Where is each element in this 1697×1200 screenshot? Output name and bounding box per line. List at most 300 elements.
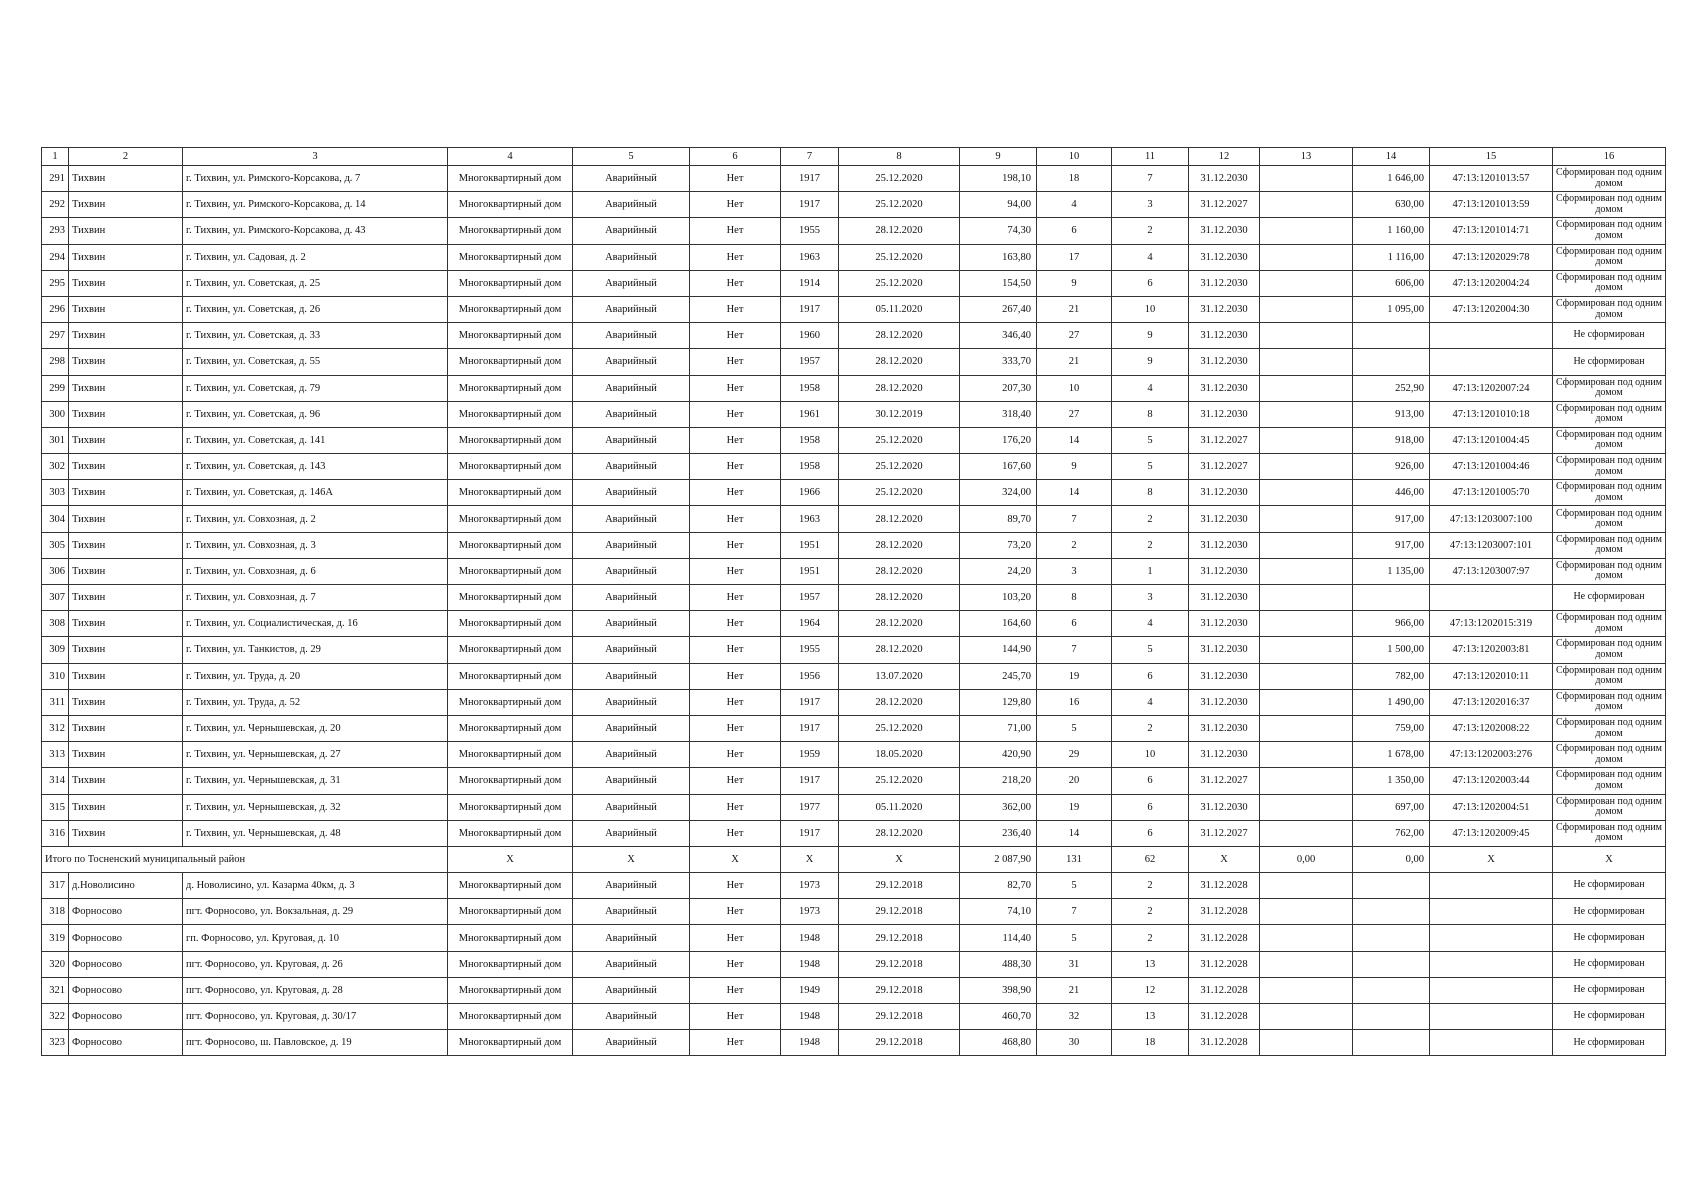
col11-cell: 1 bbox=[1112, 558, 1189, 584]
table-row bbox=[42, 427, 1666, 453]
cadastral-number-cell: 47:13:1201004:46 bbox=[1430, 454, 1553, 480]
housing-table bbox=[41, 147, 1666, 1056]
col13-cell bbox=[1260, 663, 1353, 689]
table-row bbox=[42, 794, 1666, 820]
table-row bbox=[42, 715, 1666, 741]
row-number-cell: 305 bbox=[42, 532, 69, 558]
area-cell: 324,00 bbox=[960, 480, 1037, 506]
col11-cell: 2 bbox=[1112, 218, 1189, 244]
locality-cell: Тихвин bbox=[69, 663, 183, 689]
col10-cell: 30 bbox=[1037, 1030, 1112, 1056]
condition-cell: Аварийный bbox=[573, 296, 690, 322]
col6-cell: Нет bbox=[690, 1030, 781, 1056]
area-cell: 236,40 bbox=[960, 820, 1037, 846]
table-row bbox=[42, 1004, 1666, 1030]
area-cell: 460,70 bbox=[960, 1004, 1037, 1030]
condition-cell: Аварийный bbox=[573, 585, 690, 611]
cadastral-number-cell: 47:13:1201013:57 bbox=[1430, 166, 1553, 192]
col13-cell bbox=[1260, 951, 1353, 977]
address-cell: г. Тихвин, ул. Римского-Корсакова, д. 7 bbox=[183, 166, 448, 192]
table-row bbox=[42, 1030, 1666, 1056]
year-cell: 1957 bbox=[781, 349, 839, 375]
locality-cell: Форносово bbox=[69, 951, 183, 977]
address-cell: г. Тихвин, ул. Советская, д. 141 bbox=[183, 427, 448, 453]
date-cell: 25.12.2020 bbox=[839, 715, 960, 741]
total-cell: X bbox=[1430, 846, 1553, 872]
year-cell: 1977 bbox=[781, 794, 839, 820]
condition-cell: Аварийный bbox=[573, 401, 690, 427]
year-cell: 1917 bbox=[781, 715, 839, 741]
building-type-cell: Многоквартирный дом bbox=[448, 715, 573, 741]
row-number-cell: 320 bbox=[42, 951, 69, 977]
col11-cell: 5 bbox=[1112, 427, 1189, 453]
table-row bbox=[42, 873, 1666, 899]
year-cell: 1917 bbox=[781, 820, 839, 846]
land-area-cell: 1 646,00 bbox=[1353, 166, 1430, 192]
building-type-cell: Многоквартирный дом bbox=[448, 166, 573, 192]
land-area-cell: 1 160,00 bbox=[1353, 218, 1430, 244]
year-cell: 1948 bbox=[781, 951, 839, 977]
building-type-cell: Многоквартирный дом bbox=[448, 663, 573, 689]
land-status-cell: Сформирован под одним домом bbox=[1553, 558, 1666, 584]
row-number-cell: 307 bbox=[42, 585, 69, 611]
table-row bbox=[42, 401, 1666, 427]
area-cell: 114,40 bbox=[960, 925, 1037, 951]
cadastral-number-cell: 47:13:1203007:101 bbox=[1430, 532, 1553, 558]
col10-cell: 18 bbox=[1037, 166, 1112, 192]
row-number-cell: 319 bbox=[42, 925, 69, 951]
header-cell: 4 bbox=[448, 148, 573, 166]
year-cell: 1960 bbox=[781, 323, 839, 349]
date-cell: 29.12.2018 bbox=[839, 925, 960, 951]
land-area-cell: 762,00 bbox=[1353, 820, 1430, 846]
condition-cell: Аварийный bbox=[573, 218, 690, 244]
col6-cell: Нет bbox=[690, 585, 781, 611]
land-status-cell: Сформирован под одним домом bbox=[1553, 270, 1666, 296]
deadline-cell: 31.12.2030 bbox=[1189, 689, 1260, 715]
year-cell: 1948 bbox=[781, 1004, 839, 1030]
date-cell: 28.12.2020 bbox=[839, 689, 960, 715]
locality-cell: Тихвин bbox=[69, 244, 183, 270]
date-cell: 25.12.2020 bbox=[839, 480, 960, 506]
row-number-cell: 316 bbox=[42, 820, 69, 846]
date-cell: 28.12.2020 bbox=[839, 585, 960, 611]
col6-cell: Нет bbox=[690, 192, 781, 218]
land-area-cell bbox=[1353, 349, 1430, 375]
col13-cell bbox=[1260, 689, 1353, 715]
col10-cell: 19 bbox=[1037, 794, 1112, 820]
locality-cell: Тихвин bbox=[69, 585, 183, 611]
address-cell: г. Тихвин, ул. Римского-Корсакова, д. 14 bbox=[183, 192, 448, 218]
col13-cell bbox=[1260, 637, 1353, 663]
col11-cell: 6 bbox=[1112, 820, 1189, 846]
area-cell: 163,80 bbox=[960, 244, 1037, 270]
area-cell: 74,30 bbox=[960, 218, 1037, 244]
area-cell: 346,40 bbox=[960, 323, 1037, 349]
date-cell: 29.12.2018 bbox=[839, 1004, 960, 1030]
col13-cell bbox=[1260, 427, 1353, 453]
table-row bbox=[42, 323, 1666, 349]
col13-cell bbox=[1260, 1004, 1353, 1030]
col10-cell: 21 bbox=[1037, 977, 1112, 1003]
year-cell: 1914 bbox=[781, 270, 839, 296]
land-area-cell bbox=[1353, 977, 1430, 1003]
deadline-cell: 31.12.2028 bbox=[1189, 873, 1260, 899]
col10-cell: 27 bbox=[1037, 401, 1112, 427]
land-area-cell: 918,00 bbox=[1353, 427, 1430, 453]
col10-cell: 32 bbox=[1037, 1004, 1112, 1030]
table-row bbox=[42, 977, 1666, 1003]
locality-cell: Форносово bbox=[69, 899, 183, 925]
col13-cell bbox=[1260, 715, 1353, 741]
year-cell: 1957 bbox=[781, 585, 839, 611]
cadastral-number-cell: 47:13:1202029:78 bbox=[1430, 244, 1553, 270]
col13-cell bbox=[1260, 296, 1353, 322]
col13-cell bbox=[1260, 1030, 1353, 1056]
table-row bbox=[42, 270, 1666, 296]
col13-cell bbox=[1260, 794, 1353, 820]
building-type-cell: Многоквартирный дом bbox=[448, 427, 573, 453]
col11-cell: 8 bbox=[1112, 401, 1189, 427]
building-type-cell: Многоквартирный дом bbox=[448, 349, 573, 375]
row-number-cell: 311 bbox=[42, 689, 69, 715]
cadastral-number-cell: 47:13:1202010:11 bbox=[1430, 663, 1553, 689]
land-area-cell bbox=[1353, 951, 1430, 977]
area-cell: 71,00 bbox=[960, 715, 1037, 741]
col11-cell: 10 bbox=[1112, 742, 1189, 768]
area-cell: 129,80 bbox=[960, 689, 1037, 715]
land-status-cell: Не сформирован bbox=[1553, 977, 1666, 1003]
header-cell: 12 bbox=[1189, 148, 1260, 166]
header-cell: 2 bbox=[69, 148, 183, 166]
table-row bbox=[42, 375, 1666, 401]
col13-cell bbox=[1260, 375, 1353, 401]
date-cell: 05.11.2020 bbox=[839, 296, 960, 322]
col6-cell: Нет bbox=[690, 977, 781, 1003]
address-cell: г. Тихвин, ул. Труда, д. 52 bbox=[183, 689, 448, 715]
col6-cell: Нет bbox=[690, 742, 781, 768]
cadastral-number-cell: 47:13:1203007:97 bbox=[1430, 558, 1553, 584]
building-type-cell: Многоквартирный дом bbox=[448, 218, 573, 244]
col6-cell: Нет bbox=[690, 296, 781, 322]
table-row bbox=[42, 532, 1666, 558]
land-area-cell bbox=[1353, 323, 1430, 349]
col6-cell: Нет bbox=[690, 663, 781, 689]
land-area-cell: 782,00 bbox=[1353, 663, 1430, 689]
building-type-cell: Многоквартирный дом bbox=[448, 401, 573, 427]
cadastral-number-cell bbox=[1430, 1004, 1553, 1030]
land-status-cell: Не сформирован bbox=[1553, 925, 1666, 951]
building-type-cell: Многоквартирный дом bbox=[448, 296, 573, 322]
header-cell: 8 bbox=[839, 148, 960, 166]
address-cell: пгт. Форносово, ул. Круговая, д. 28 bbox=[183, 977, 448, 1003]
deadline-cell: 31.12.2030 bbox=[1189, 166, 1260, 192]
locality-cell: Тихвин bbox=[69, 611, 183, 637]
cadastral-number-cell: 47:13:1202015:319 bbox=[1430, 611, 1553, 637]
col13-cell bbox=[1260, 270, 1353, 296]
col6-cell: Нет bbox=[690, 480, 781, 506]
year-cell: 1958 bbox=[781, 427, 839, 453]
col13-cell bbox=[1260, 218, 1353, 244]
table-row bbox=[42, 689, 1666, 715]
year-cell: 1963 bbox=[781, 506, 839, 532]
col10-cell: 9 bbox=[1037, 454, 1112, 480]
row-number-cell: 297 bbox=[42, 323, 69, 349]
building-type-cell: Многоквартирный дом bbox=[448, 742, 573, 768]
total-cell: X bbox=[1553, 846, 1666, 872]
locality-cell: Тихвин bbox=[69, 270, 183, 296]
area-cell: 94,00 bbox=[960, 192, 1037, 218]
address-cell: гп. Форносово, ул. Круговая, д. 10 bbox=[183, 925, 448, 951]
condition-cell: Аварийный bbox=[573, 951, 690, 977]
table-row bbox=[42, 218, 1666, 244]
col10-cell: 14 bbox=[1037, 427, 1112, 453]
row-number-cell: 313 bbox=[42, 742, 69, 768]
locality-cell: Тихвин bbox=[69, 532, 183, 558]
building-type-cell: Многоквартирный дом bbox=[448, 558, 573, 584]
cadastral-number-cell: 47:13:1201014:71 bbox=[1430, 218, 1553, 244]
area-cell: 398,90 bbox=[960, 977, 1037, 1003]
year-cell: 1917 bbox=[781, 166, 839, 192]
address-cell: г. Тихвин, ул. Чернышевская, д. 31 bbox=[183, 768, 448, 794]
col6-cell: Нет bbox=[690, 715, 781, 741]
year-cell: 1917 bbox=[781, 296, 839, 322]
year-cell: 1951 bbox=[781, 558, 839, 584]
col6-cell: Нет bbox=[690, 925, 781, 951]
year-cell: 1966 bbox=[781, 480, 839, 506]
date-cell: 29.12.2018 bbox=[839, 873, 960, 899]
col11-cell: 4 bbox=[1112, 375, 1189, 401]
col10-cell: 21 bbox=[1037, 349, 1112, 375]
building-type-cell: Многоквартирный дом bbox=[448, 951, 573, 977]
col13-cell bbox=[1260, 873, 1353, 899]
land-status-cell: Не сформирован bbox=[1553, 899, 1666, 925]
land-area-cell bbox=[1353, 925, 1430, 951]
land-area-cell: 1 500,00 bbox=[1353, 637, 1430, 663]
date-cell: 13.07.2020 bbox=[839, 663, 960, 689]
col10-cell: 14 bbox=[1037, 480, 1112, 506]
date-cell: 28.12.2020 bbox=[839, 532, 960, 558]
cadastral-number-cell: 47:13:1202004:24 bbox=[1430, 270, 1553, 296]
area-cell: 267,40 bbox=[960, 296, 1037, 322]
land-area-cell: 252,90 bbox=[1353, 375, 1430, 401]
condition-cell: Аварийный bbox=[573, 663, 690, 689]
locality-cell: Тихвин bbox=[69, 768, 183, 794]
building-type-cell: Многоквартирный дом bbox=[448, 1030, 573, 1056]
locality-cell: д.Новолисино bbox=[69, 873, 183, 899]
deadline-cell: 31.12.2030 bbox=[1189, 794, 1260, 820]
land-area-cell: 630,00 bbox=[1353, 192, 1430, 218]
col10-cell: 17 bbox=[1037, 244, 1112, 270]
deadline-cell: 31.12.2030 bbox=[1189, 611, 1260, 637]
deadline-cell: 31.12.2028 bbox=[1189, 1030, 1260, 1056]
row-number-cell: 318 bbox=[42, 899, 69, 925]
col11-cell: 8 bbox=[1112, 480, 1189, 506]
header-row bbox=[42, 148, 1666, 166]
col6-cell: Нет bbox=[690, 611, 781, 637]
land-status-cell: Сформирован под одним домом bbox=[1553, 244, 1666, 270]
land-area-cell: 1 678,00 bbox=[1353, 742, 1430, 768]
col10-cell: 9 bbox=[1037, 270, 1112, 296]
col10-cell: 7 bbox=[1037, 637, 1112, 663]
date-cell: 28.12.2020 bbox=[839, 611, 960, 637]
date-cell: 28.12.2020 bbox=[839, 218, 960, 244]
land-area-cell: 917,00 bbox=[1353, 532, 1430, 558]
locality-cell: Тихвин bbox=[69, 427, 183, 453]
col6-cell: Нет bbox=[690, 899, 781, 925]
table-row bbox=[42, 349, 1666, 375]
address-cell: г. Тихвин, ул. Советская, д. 55 bbox=[183, 349, 448, 375]
date-cell: 25.12.2020 bbox=[839, 768, 960, 794]
row-number-cell: 323 bbox=[42, 1030, 69, 1056]
address-cell: г. Тихвин, ул. Чернышевская, д. 27 bbox=[183, 742, 448, 768]
col13-cell bbox=[1260, 611, 1353, 637]
building-type-cell: Многоквартирный дом bbox=[448, 270, 573, 296]
address-cell: г. Тихвин, ул. Садовая, д. 2 bbox=[183, 244, 448, 270]
col11-cell: 18 bbox=[1112, 1030, 1189, 1056]
row-number-cell: 309 bbox=[42, 637, 69, 663]
total-cell: 62 bbox=[1112, 846, 1189, 872]
col11-cell: 9 bbox=[1112, 323, 1189, 349]
cadastral-number-cell: 47:13:1202008:22 bbox=[1430, 715, 1553, 741]
deadline-cell: 31.12.2030 bbox=[1189, 244, 1260, 270]
locality-cell: Тихвин bbox=[69, 296, 183, 322]
deadline-cell: 31.12.2027 bbox=[1189, 768, 1260, 794]
building-type-cell: Многоквартирный дом bbox=[448, 637, 573, 663]
deadline-cell: 31.12.2030 bbox=[1189, 480, 1260, 506]
year-cell: 1955 bbox=[781, 218, 839, 244]
year-cell: 1973 bbox=[781, 899, 839, 925]
col11-cell: 6 bbox=[1112, 768, 1189, 794]
deadline-cell: 31.12.2030 bbox=[1189, 401, 1260, 427]
table-row bbox=[42, 192, 1666, 218]
building-type-cell: Многоквартирный дом bbox=[448, 977, 573, 1003]
building-type-cell: Многоквартирный дом bbox=[448, 323, 573, 349]
col11-cell: 5 bbox=[1112, 637, 1189, 663]
date-cell: 25.12.2020 bbox=[839, 244, 960, 270]
table-row bbox=[42, 637, 1666, 663]
land-status-cell: Сформирован под одним домом bbox=[1553, 218, 1666, 244]
address-cell: пгт. Форносово, ул. Вокзальная, д. 29 bbox=[183, 899, 448, 925]
col10-cell: 19 bbox=[1037, 663, 1112, 689]
locality-cell: Тихвин bbox=[69, 375, 183, 401]
building-type-cell: Многоквартирный дом bbox=[448, 873, 573, 899]
land-area-cell: 446,00 bbox=[1353, 480, 1430, 506]
locality-cell: Тихвин bbox=[69, 742, 183, 768]
address-cell: г. Тихвин, ул. Советская, д. 146А bbox=[183, 480, 448, 506]
locality-cell: Тихвин bbox=[69, 480, 183, 506]
condition-cell: Аварийный bbox=[573, 349, 690, 375]
header-cell: 9 bbox=[960, 148, 1037, 166]
col6-cell: Нет bbox=[690, 506, 781, 532]
land-status-cell: Сформирован под одним домом bbox=[1553, 715, 1666, 741]
year-cell: 1964 bbox=[781, 611, 839, 637]
building-type-cell: Многоквартирный дом bbox=[448, 820, 573, 846]
row-number-cell: 292 bbox=[42, 192, 69, 218]
col13-cell bbox=[1260, 454, 1353, 480]
col6-cell: Нет bbox=[690, 689, 781, 715]
table-row bbox=[42, 611, 1666, 637]
locality-cell: Тихвин bbox=[69, 166, 183, 192]
date-cell: 25.12.2020 bbox=[839, 427, 960, 453]
land-status-cell: Сформирован под одним домом bbox=[1553, 166, 1666, 192]
locality-cell: Тихвин bbox=[69, 454, 183, 480]
total-x-cell: X bbox=[839, 846, 960, 872]
year-cell: 1959 bbox=[781, 742, 839, 768]
deadline-cell: 31.12.2028 bbox=[1189, 1004, 1260, 1030]
table-row bbox=[42, 585, 1666, 611]
condition-cell: Аварийный bbox=[573, 532, 690, 558]
col10-cell: 20 bbox=[1037, 768, 1112, 794]
address-cell: пгт. Форносово, ул. Круговая, д. 26 bbox=[183, 951, 448, 977]
year-cell: 1973 bbox=[781, 873, 839, 899]
land-area-cell: 917,00 bbox=[1353, 506, 1430, 532]
land-area-cell: 1 095,00 bbox=[1353, 296, 1430, 322]
row-number-cell: 293 bbox=[42, 218, 69, 244]
col13-cell bbox=[1260, 506, 1353, 532]
land-area-cell bbox=[1353, 1004, 1430, 1030]
address-cell: г. Тихвин, ул. Советская, д. 26 bbox=[183, 296, 448, 322]
area-cell: 89,70 bbox=[960, 506, 1037, 532]
locality-cell: Тихвин bbox=[69, 689, 183, 715]
row-number-cell: 299 bbox=[42, 375, 69, 401]
row-number-cell: 322 bbox=[42, 1004, 69, 1030]
col6-cell: Нет bbox=[690, 1004, 781, 1030]
area-cell: 103,20 bbox=[960, 585, 1037, 611]
date-cell: 28.12.2020 bbox=[839, 323, 960, 349]
col11-cell: 6 bbox=[1112, 794, 1189, 820]
col6-cell: Нет bbox=[690, 427, 781, 453]
date-cell: 28.12.2020 bbox=[839, 820, 960, 846]
col6-cell: Нет bbox=[690, 349, 781, 375]
cadastral-number-cell: 47:13:1202004:30 bbox=[1430, 296, 1553, 322]
table-row bbox=[42, 166, 1666, 192]
date-cell: 28.12.2020 bbox=[839, 637, 960, 663]
date-cell: 05.11.2020 bbox=[839, 794, 960, 820]
col6-cell: Нет bbox=[690, 794, 781, 820]
deadline-cell: 31.12.2030 bbox=[1189, 585, 1260, 611]
col10-cell: 16 bbox=[1037, 689, 1112, 715]
locality-cell: Тихвин bbox=[69, 192, 183, 218]
condition-cell: Аварийный bbox=[573, 166, 690, 192]
date-cell: 18.05.2020 bbox=[839, 742, 960, 768]
col10-cell: 14 bbox=[1037, 820, 1112, 846]
land-status-cell: Сформирован под одним домом bbox=[1553, 611, 1666, 637]
land-status-cell: Сформирован под одним домом bbox=[1553, 637, 1666, 663]
year-cell: 1958 bbox=[781, 454, 839, 480]
header-cell: 10 bbox=[1037, 148, 1112, 166]
header-cell: 5 bbox=[573, 148, 690, 166]
col13-cell bbox=[1260, 323, 1353, 349]
col10-cell: 5 bbox=[1037, 873, 1112, 899]
date-cell: 30.12.2019 bbox=[839, 401, 960, 427]
land-area-cell: 606,00 bbox=[1353, 270, 1430, 296]
deadline-cell: 31.12.2030 bbox=[1189, 349, 1260, 375]
building-type-cell: Многоквартирный дом bbox=[448, 506, 573, 532]
locality-cell: Форносово bbox=[69, 977, 183, 1003]
land-area-cell bbox=[1353, 899, 1430, 925]
building-type-cell: Многоквартирный дом bbox=[448, 689, 573, 715]
deadline-cell: 31.12.2030 bbox=[1189, 742, 1260, 768]
col6-cell: Нет bbox=[690, 454, 781, 480]
land-status-cell: Сформирован под одним домом bbox=[1553, 689, 1666, 715]
cadastral-number-cell: 47:13:1202009:45 bbox=[1430, 820, 1553, 846]
row-number-cell: 303 bbox=[42, 480, 69, 506]
header-cell: 7 bbox=[781, 148, 839, 166]
table-row bbox=[42, 925, 1666, 951]
cadastral-number-cell bbox=[1430, 951, 1553, 977]
total-area-cell: 2 087,90 bbox=[960, 846, 1037, 872]
